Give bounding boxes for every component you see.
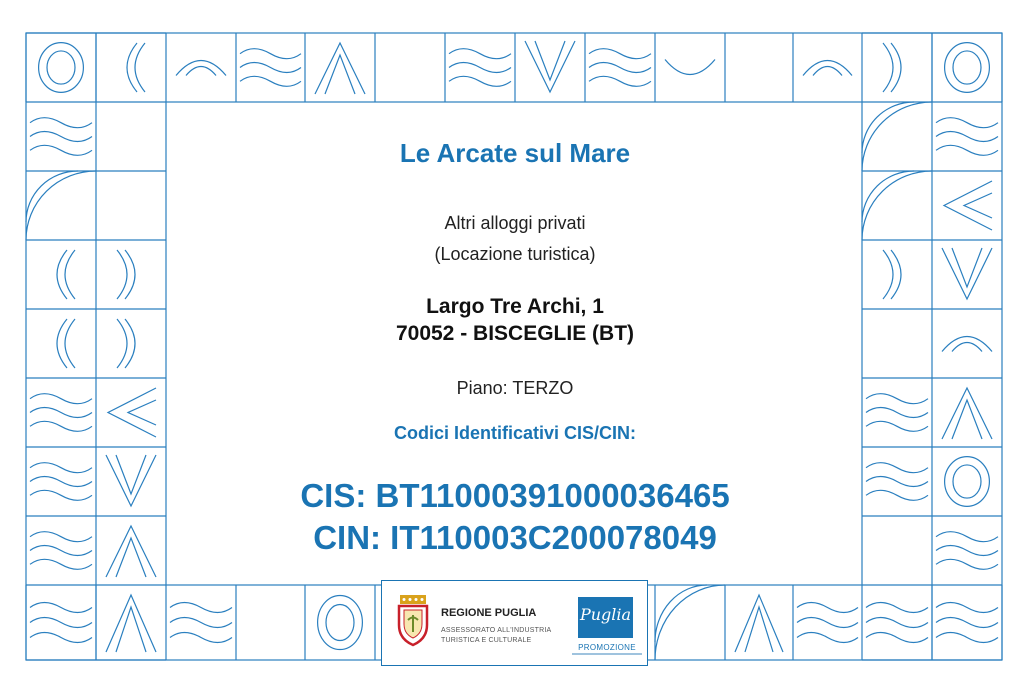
promo-logo-text: Puglia <box>579 605 632 624</box>
footer-logos <box>381 580 648 666</box>
category-line-1: Altri alloggi privati <box>444 213 586 233</box>
region-dept-line-2: TURISTICA E CULTURALE <box>441 637 532 644</box>
floor-text: Piano: TERZO <box>456 378 574 398</box>
region-dept-line-1: ASSESSORATO ALL'INDUSTRIA <box>441 627 552 634</box>
promo-tagline-bar <box>572 653 642 655</box>
codes-heading: Codici Identificativi CIS/CIN: <box>393 423 637 443</box>
address-line-1: Largo Tre Archi, 1 <box>426 295 604 318</box>
region-name: REGIONE PUGLIA <box>441 607 537 619</box>
cin-code: CIN: IT110003C200078049 <box>313 519 717 556</box>
cis-code: CIS: BT11000391000036465 <box>300 477 730 514</box>
property-title: Le Arcate sul Mare <box>399 138 631 168</box>
region-coat-of-arms-icon <box>396 595 430 647</box>
puglia-promozione-logo <box>578 597 633 638</box>
address-line-2: 70052 - BISCEGLIE (BT) <box>395 322 635 345</box>
category-line-2: (Locazione turistica) <box>434 244 596 264</box>
promo-name: PROMOZIONE <box>578 643 636 652</box>
